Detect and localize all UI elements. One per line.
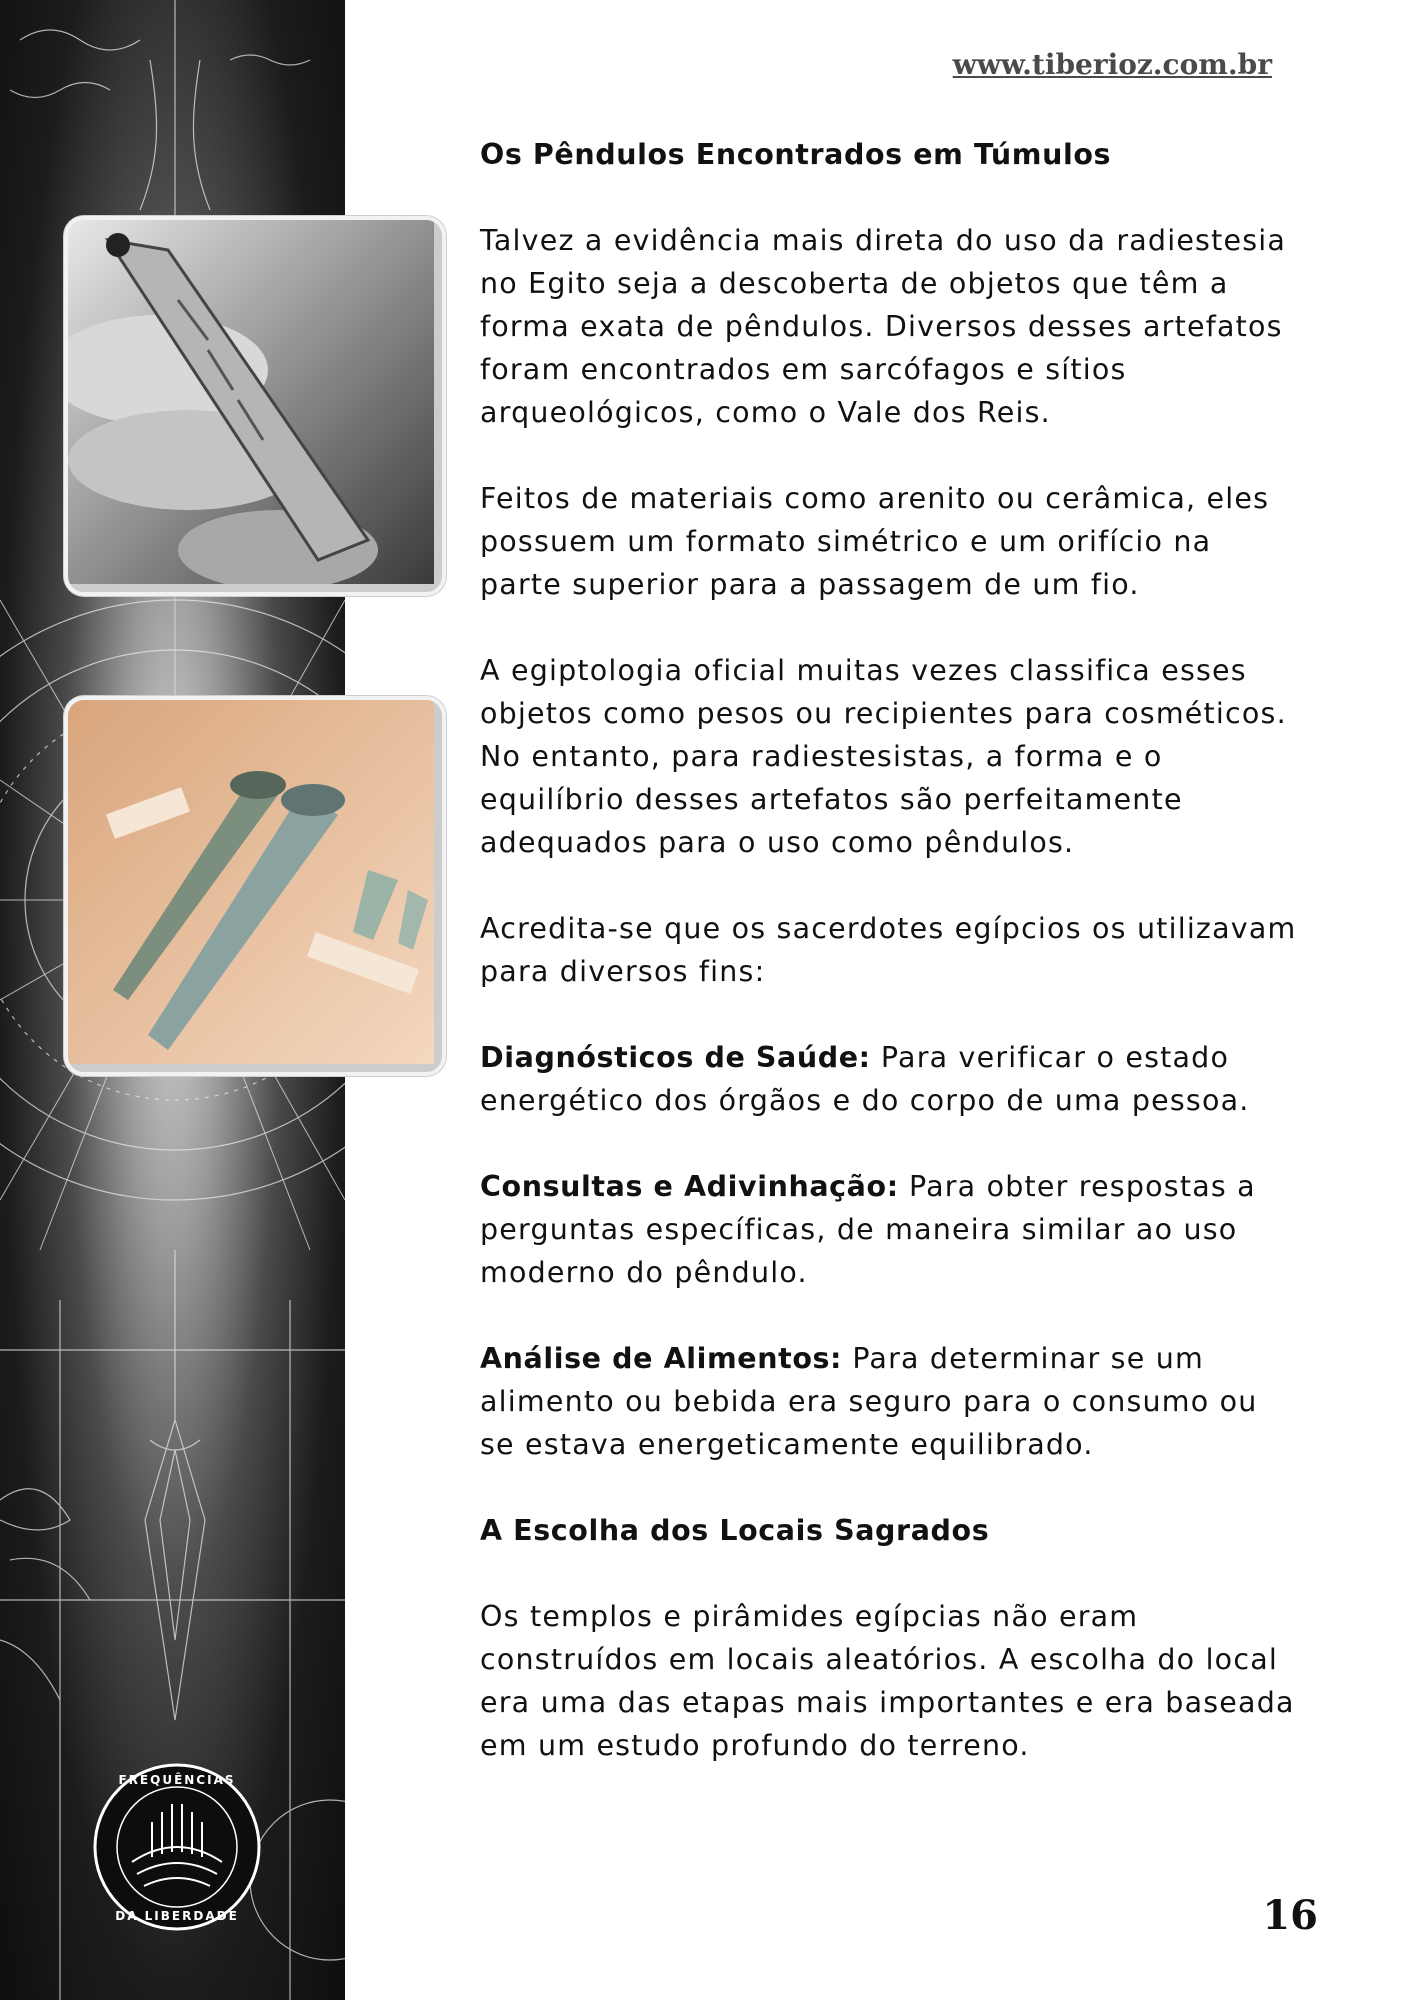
paragraph: A egiptologia oficial muitas vezes classifica esses objetos como pesos ou recipientes para cosméticos. No entanto, para radiestesistas, a forma e o equilíbrio desses artefatos são perfeitamente adequados para o uso como pêndulos. [480, 654, 1287, 859]
site-url-link[interactable]: www.tiberioz.com.br [952, 48, 1272, 81]
use-item [480, 1036, 1300, 1122]
use-item [480, 1337, 1300, 1466]
use-term: Análise de Alimentos: [480, 1342, 843, 1375]
use-text: Para determinar se um alimento ou bebida era seguro para o consumo ou se estava energeticamente equilibrado. [480, 1342, 1258, 1461]
pendulum-in-hand-photo [64, 216, 446, 596]
use-text: Para verificar o estado energético dos órgãos e do corpo de uma pessoa. [480, 1041, 1250, 1117]
paragraph: Talvez a evidência mais direta do uso da radiestesia no Egito seja a descoberta de objetos que têm a forma exata de pêndulos. Diversos desses artefatos foram encontrados em sarcófagos e sítios arqueológicos, como o Vale dos Reis. [480, 224, 1287, 429]
section-heading: Os Pêndulos Encontrados em Túmulos [480, 138, 1112, 171]
paragraph: Acredita-se que os sacerdotes egípcios os utilizavam para diversos fins: [480, 912, 1297, 988]
section-heading: A Escolha dos Locais Sagrados [480, 1514, 990, 1547]
logo-top-text: FREQUÊNCIAS [118, 1773, 236, 1787]
use-text: Para obter respostas a perguntas específicas, de maneira similar ao uso moderno do pêndulo. [480, 1170, 1256, 1289]
paragraph: Os templos e pirâmides egípcias não eram construídos em locais aleatórios. A escolha do local era uma das etapas mais importantes e era baseada em um estudo profundo do terreno. [480, 1600, 1295, 1762]
page-number: 16 [1262, 1892, 1318, 1939]
egyptian-pendulums-photo [64, 696, 446, 1076]
use-term: Diagnósticos de Saúde: [480, 1041, 871, 1074]
logo-bottom-text: DA LIBERDADE [115, 1909, 239, 1923]
article-body [480, 133, 1300, 1810]
use-term: Consultas e Adivinhação: [480, 1170, 899, 1203]
brand-logo [92, 1762, 262, 1932]
use-item [480, 1165, 1300, 1294]
paragraph: Feitos de materiais como arenito ou cerâmica, eles possuem um formato simétrico e um orifício na parte superior para a passagem de um fio. [480, 482, 1270, 601]
